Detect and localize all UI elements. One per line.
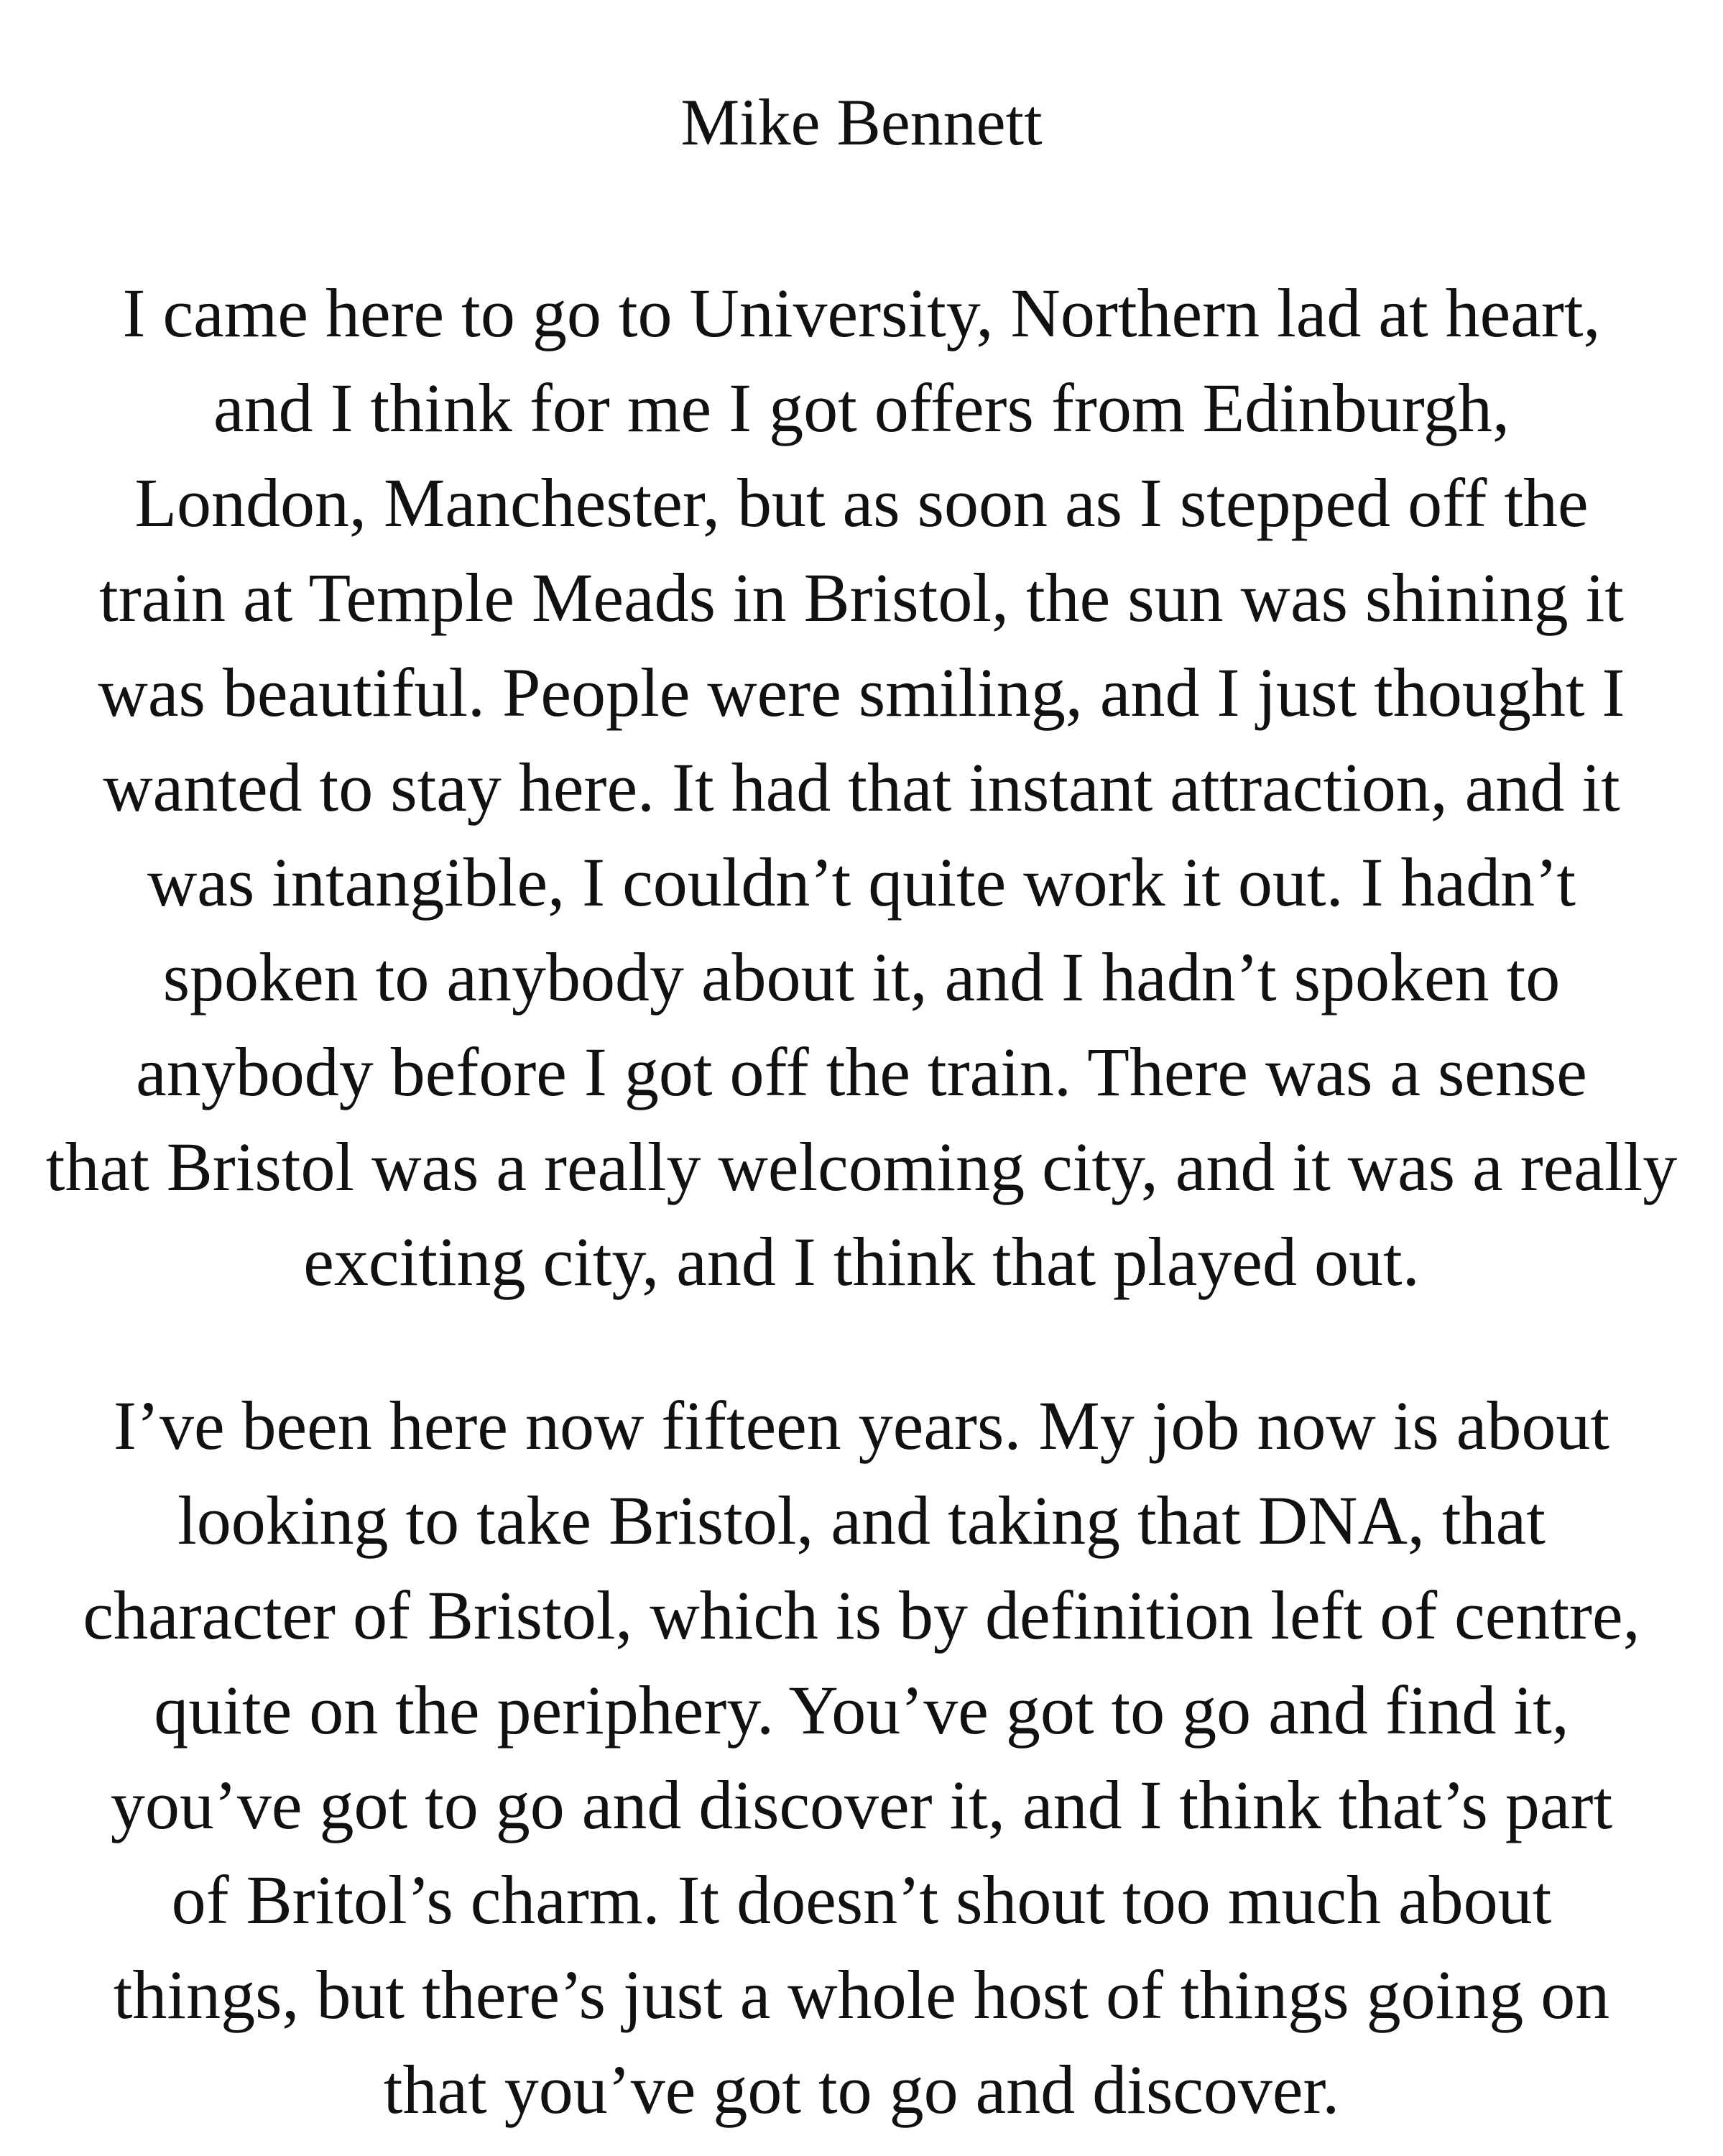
paragraph-line: I’ve been here now fifteen years. My job now is about [114,1387,1609,1464]
paragraph-line: that Bristol was a really welcoming city, and it was a really [45,1128,1678,1205]
paragraph-line: was intangible, I couldn’t quite work it out. I hadn’t [147,844,1576,921]
paragraph-line: things, but there’s just a whole host of things going on [113,1956,1610,2033]
paragraph-line: and I think for me I got offers from Edinburgh, [213,369,1510,446]
paragraph-line: exciting city, and I think that played out. [303,1223,1420,1300]
paragraph-line: you’ve got to go and discover it, and I think that’s part [110,1766,1613,1843]
paragraph-line: was beautiful. People were smiling, and I just thought I [98,654,1625,731]
page-title: Mike Bennett [680,86,1043,159]
paragraph-line: I came here to go to University, Northern lad at heart, [122,275,1601,351]
paragraph-line: that you’ve got to go and discover. [383,2051,1340,2128]
paragraph-line: spoken to anybody about it, and I hadn’t spoken to [162,939,1561,1015]
paragraph-2 [7,1378,1716,2137]
paragraph-line: London, Manchester, but as soon as I stepped off the [134,464,1589,541]
paragraph-line: character of Bristol, which is by definition left of centre, [83,1577,1640,1654]
paragraph-line: quite on the periphery. You’ve got to go and find it, [154,1672,1569,1749]
paragraph-line: wanted to stay here. It had that instant attraction, and it [103,749,1620,826]
paragraph-1 [7,266,1716,1309]
paragraph-line: train at Temple Meads in Bristol, the sun was shining it [99,559,1624,636]
paragraph-line: looking to take Bristol, and taking that DNA, that [177,1482,1546,1559]
paragraph-line: of Britol’s charm. It doesn’t shout too much about [171,1861,1552,1938]
paragraph-line: anybody before I got off the train. There was a sense [136,1033,1587,1110]
